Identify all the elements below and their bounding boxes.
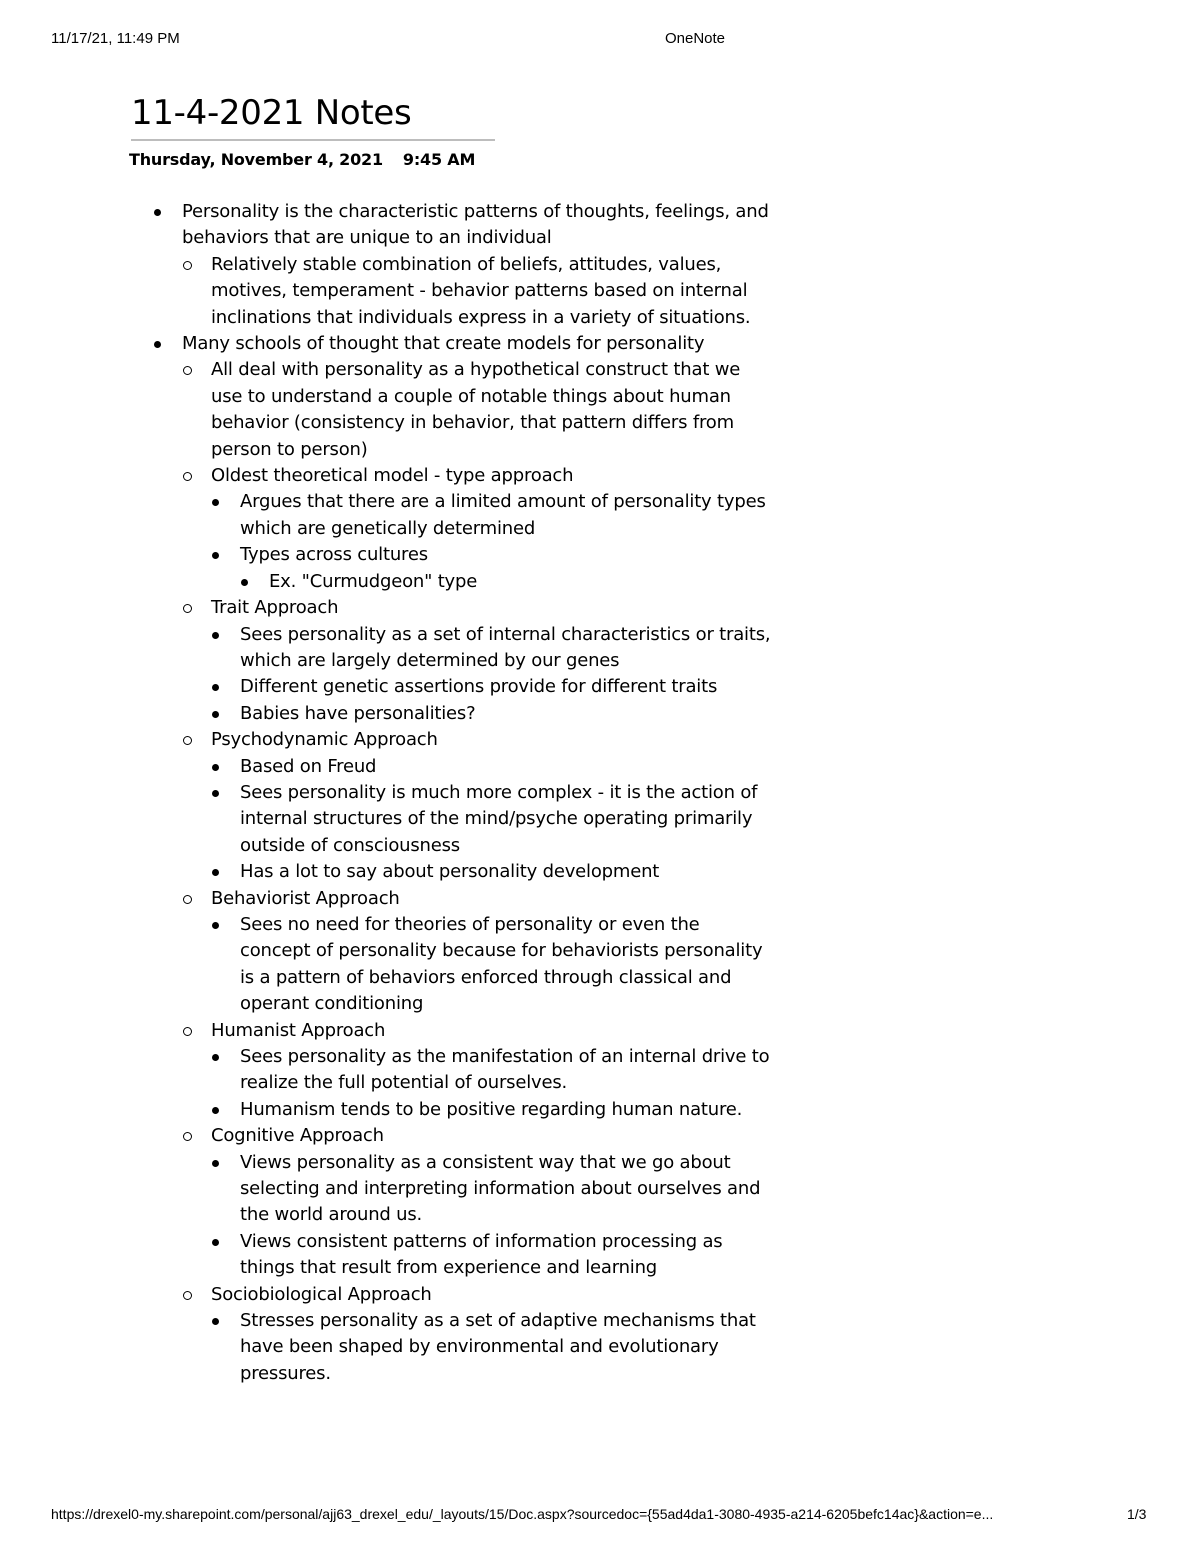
list-item-text: Cognitive Approach xyxy=(211,1125,384,1147)
list-item[interactable] xyxy=(211,1308,773,1387)
list-item-text: Ex. "Curmudgeon" type xyxy=(269,570,478,592)
notes-list-level-1 xyxy=(153,199,773,1387)
print-footer-page-indicator: 1/3 xyxy=(1127,1506,1147,1522)
list-item-text: Many schools of thought that create models for personality xyxy=(182,333,705,355)
notes-list-level-3 xyxy=(211,622,773,728)
list-item-text: Different genetic assertions provide for different traits xyxy=(240,676,718,698)
list-item-text: Humanism tends to be positive regarding human nature. xyxy=(240,1098,743,1120)
list-item[interactable] xyxy=(182,595,773,727)
list-item[interactable] xyxy=(182,886,773,1018)
notes-list-level-2 xyxy=(182,252,773,331)
notes-list-level-3 xyxy=(211,1044,773,1123)
list-item-text: Argues that there are a limited amount of personality types which are genetically determined xyxy=(240,491,766,539)
list-item[interactable] xyxy=(182,1123,773,1281)
list-item-text: Stresses personality as a set of adaptive mechanisms that have been shaped by environmental and evolutionary pressures. xyxy=(240,1310,756,1384)
list-item-text: Sees personality as a set of internal characteristics or traits, which are largely determined by our genes xyxy=(240,623,771,671)
page-title[interactable]: 11-4-2021 Notes xyxy=(131,93,495,141)
list-item[interactable] xyxy=(211,859,773,885)
list-item-text: Humanist Approach xyxy=(211,1019,386,1041)
list-item-text: Views consistent patterns of information processing as things that result from experience and learning xyxy=(240,1230,723,1279)
notes-body xyxy=(153,199,773,1387)
list-item[interactable] xyxy=(211,674,773,700)
list-item-text: Sees personality is much more complex - it is the action of internal structures of the mind/psyche operating primarily outside of consciousness xyxy=(240,781,758,856)
notes-list-level-2 xyxy=(182,357,773,1387)
notes-list-level-3 xyxy=(211,1150,773,1282)
list-item[interactable] xyxy=(211,1150,773,1229)
list-item[interactable] xyxy=(211,912,773,1018)
list-item[interactable] xyxy=(182,1018,773,1124)
list-item[interactable] xyxy=(182,727,773,885)
list-item[interactable] xyxy=(211,1097,773,1123)
list-item-text: Trait Approach xyxy=(211,597,339,619)
list-item-text: Oldest theoretical model - type approach xyxy=(211,465,574,487)
notes-list-level-3 xyxy=(211,489,773,595)
list-item-text: Sees personality as the manifestation of an internal drive to realize the full potential of ourselves. xyxy=(240,1046,770,1094)
list-item-text: Behaviorist Approach xyxy=(211,887,400,909)
list-item[interactable] xyxy=(211,701,773,727)
list-item[interactable] xyxy=(182,357,773,463)
list-item-text: Has a lot to say about personality development xyxy=(240,861,660,883)
notes-list-level-3 xyxy=(211,754,773,886)
notes-list-level-4 xyxy=(240,569,773,595)
list-item[interactable] xyxy=(211,622,773,675)
notes-list-level-3 xyxy=(211,912,773,1018)
print-header-app-name: OneNote xyxy=(664,30,726,47)
list-item[interactable] xyxy=(211,780,773,859)
list-item[interactable] xyxy=(211,1044,773,1097)
list-item-text: Sociobiological Approach xyxy=(211,1283,432,1305)
list-item[interactable] xyxy=(240,569,773,595)
page-time: 9:45 AM xyxy=(402,150,476,169)
list-item[interactable] xyxy=(211,542,773,595)
print-header-datetime: 11/17/21, 11:49 PM xyxy=(51,30,180,47)
list-item[interactable] xyxy=(211,1229,773,1282)
page-meta xyxy=(129,150,475,169)
list-item-text: Views personality as a consistent way that we go about selecting and interpreting information about ourselves and the world around us. xyxy=(240,1151,761,1226)
list-item[interactable] xyxy=(211,489,773,542)
list-item-text: Based on Freud xyxy=(240,755,377,777)
list-item-text: Relatively stable combination of beliefs, attitudes, values, motives, temperament - behavior patterns based on internal inclinations that individuals express in a variety of situations. xyxy=(211,253,751,328)
list-item-text: Types across cultures xyxy=(240,544,428,566)
list-item[interactable] xyxy=(153,199,773,331)
list-item[interactable] xyxy=(182,463,773,595)
list-item-text: Babies have personalities? xyxy=(240,702,476,724)
list-item[interactable] xyxy=(153,331,773,1387)
list-item-text: Sees no need for theories of personality or even the concept of personality because for behaviorists personality is a pattern of behaviors enforced through classical and operant conditioning xyxy=(240,913,763,1015)
notes-list-level-3 xyxy=(211,1308,773,1387)
list-item[interactable] xyxy=(182,1282,773,1388)
list-item[interactable] xyxy=(211,754,773,780)
list-item-text: All deal with personality as a hypothetical construct that we use to understand a couple of notable things about human behavior (consistency in behavior, that pattern differs from person to person) xyxy=(211,359,741,460)
list-item-text: Psychodynamic Approach xyxy=(211,729,438,751)
list-item[interactable] xyxy=(182,252,773,331)
print-footer-url: https://drexel0-my.sharepoint.com/personal/ajj63_drexel_edu/_layouts/15/Doc.aspx?sourcedoc={55ad4da1-3080-4935-a214-6205befc14ac}&action=e... xyxy=(51,1506,994,1522)
list-item-text: Personality is the characteristic patterns of thoughts, feelings, and behaviors that are unique to an individual xyxy=(182,201,769,249)
page-date: Thursday, November 4, 2021 xyxy=(129,150,383,169)
